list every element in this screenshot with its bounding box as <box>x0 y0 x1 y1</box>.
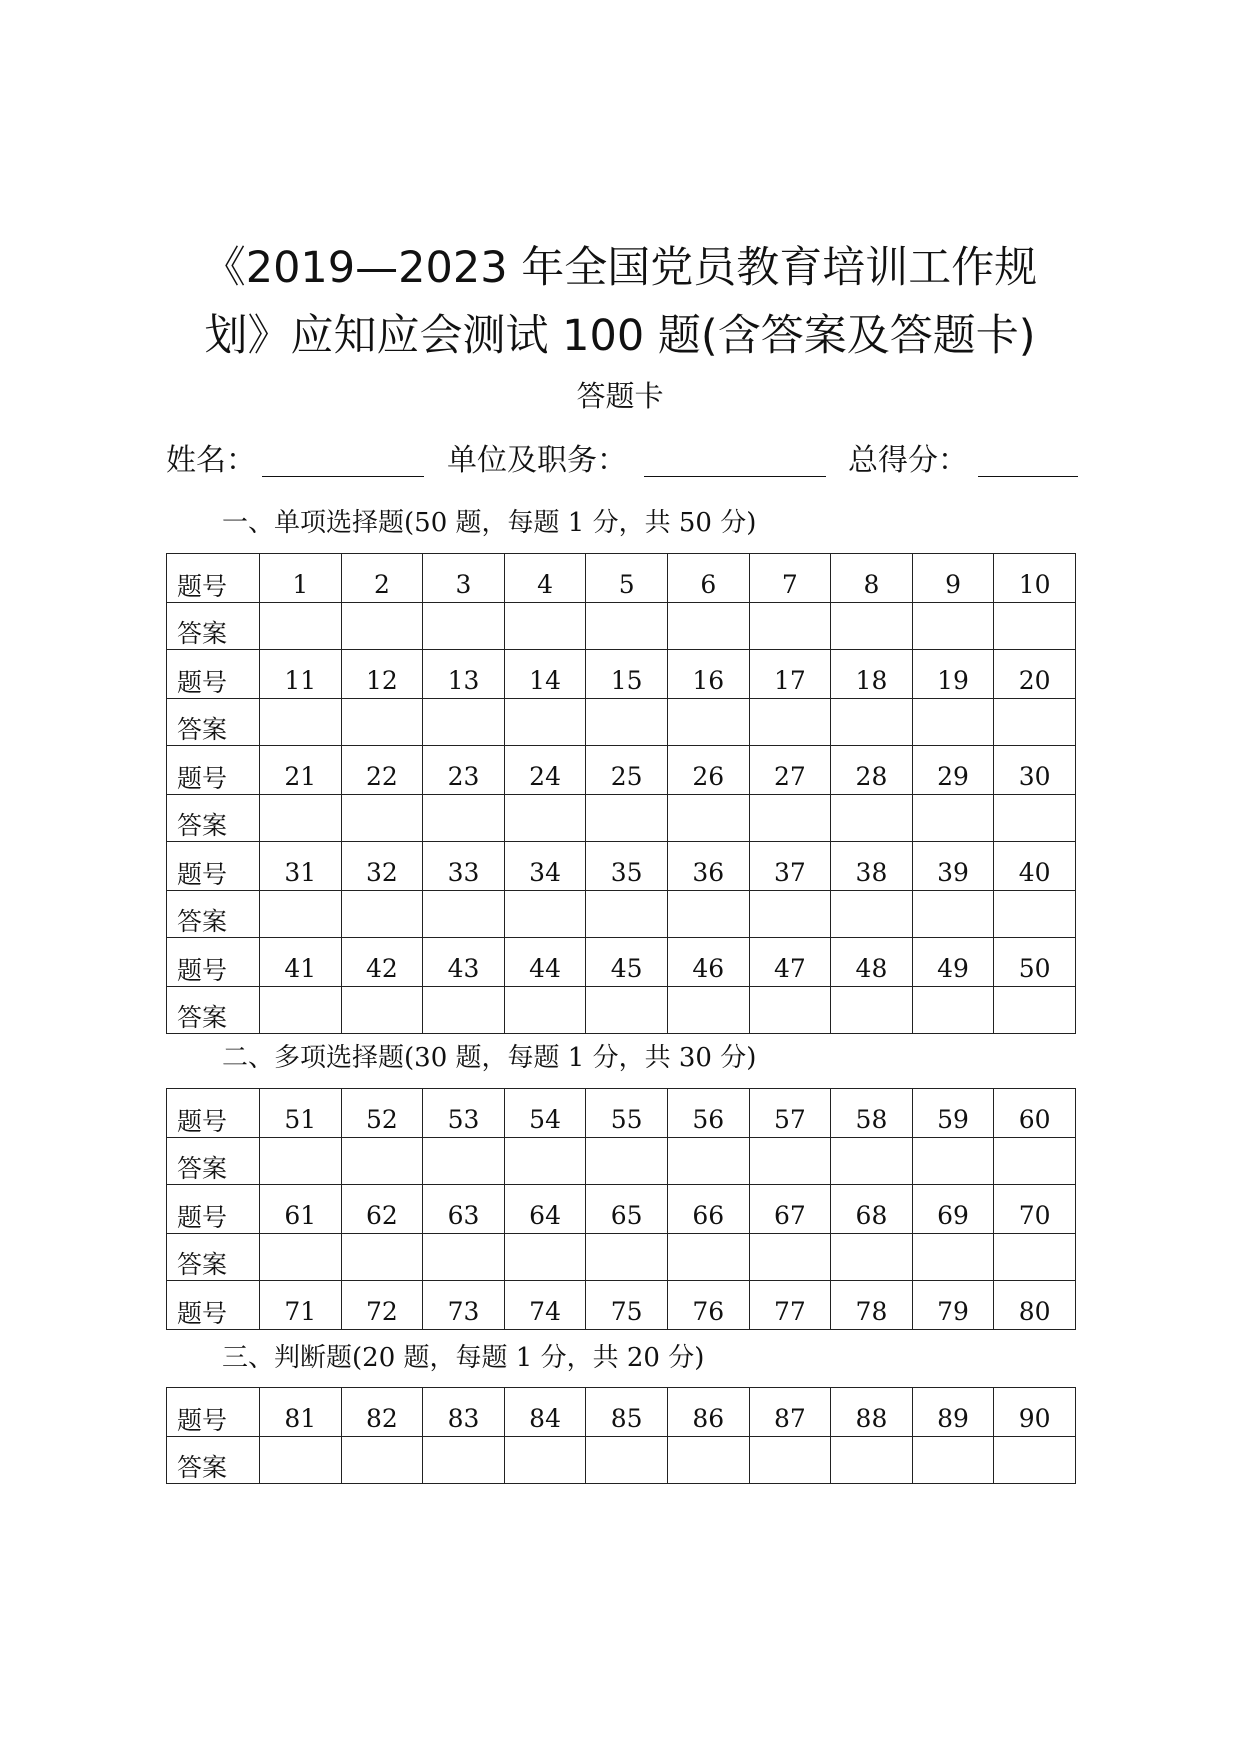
question-number-cell: 47 <box>749 938 831 987</box>
info-fields-row <box>166 440 1086 490</box>
question-number-cell: 57 <box>749 1089 831 1138</box>
question-number-row <box>167 1089 1076 1138</box>
question-number-cell: 55 <box>586 1089 668 1138</box>
question-number-cell: 39 <box>912 842 994 891</box>
answer-cell[interactable] <box>831 987 913 1034</box>
answer-row <box>167 795 1076 842</box>
answer-cell[interactable] <box>749 987 831 1034</box>
answer-cell[interactable] <box>341 891 423 938</box>
question-number-cell: 62 <box>341 1185 423 1234</box>
unit-blank-line[interactable] <box>644 476 826 477</box>
answer-cell[interactable] <box>912 1138 994 1185</box>
question-number-cell: 1 <box>260 554 342 603</box>
section-2-heading-detail: (30 题，每题 1 分，共 30 分) <box>404 1043 757 1073</box>
question-number-cell: 65 <box>586 1185 668 1234</box>
section-3-heading-detail: (20 题，每题 1 分，共 20 分) <box>352 1343 705 1373</box>
answer-cell[interactable] <box>586 795 668 842</box>
section-3-heading <box>222 1340 704 1376</box>
question-number-cell: 3 <box>423 554 505 603</box>
question-number-cell: 73 <box>423 1281 505 1330</box>
question-number-cell: 53 <box>423 1089 505 1138</box>
answer-cell[interactable] <box>260 987 342 1034</box>
question-number-cell: 45 <box>586 938 668 987</box>
answer-cell[interactable] <box>504 1138 586 1185</box>
question-number-cell: 32 <box>341 842 423 891</box>
answer-cell[interactable] <box>504 699 586 746</box>
answer-cell[interactable] <box>831 891 913 938</box>
question-number-cell: 38 <box>831 842 913 891</box>
answer-label: 答案 <box>167 1138 260 1185</box>
question-number-cell: 79 <box>912 1281 994 1330</box>
answer-cell[interactable] <box>667 1437 749 1484</box>
answer-cell[interactable] <box>912 699 994 746</box>
answer-cell[interactable] <box>912 795 994 842</box>
score-label: 总得分： <box>848 443 968 478</box>
name-blank-line[interactable] <box>262 476 424 477</box>
answer-cell[interactable] <box>504 795 586 842</box>
question-number-label: 题号 <box>167 1185 260 1234</box>
answer-row <box>167 1234 1076 1281</box>
answer-label: 答案 <box>167 603 260 650</box>
answer-cell[interactable] <box>423 795 505 842</box>
question-number-cell: 41 <box>260 938 342 987</box>
answer-cell[interactable] <box>994 1437 1076 1484</box>
question-number-cell: 40 <box>994 842 1076 891</box>
answer-cell[interactable] <box>260 603 342 650</box>
question-number-cell: 25 <box>586 746 668 795</box>
question-number-cell: 84 <box>504 1388 586 1437</box>
answer-label: 答案 <box>167 1234 260 1281</box>
question-number-cell: 10 <box>994 554 1076 603</box>
answer-cell[interactable] <box>586 1437 668 1484</box>
section-1-answer-grid <box>166 553 1076 1034</box>
question-number-cell: 44 <box>504 938 586 987</box>
score-blank-line[interactable] <box>978 476 1078 477</box>
answer-cell[interactable] <box>423 1138 505 1185</box>
question-number-cell: 13 <box>423 650 505 699</box>
question-number-cell: 46 <box>667 938 749 987</box>
answer-cell[interactable] <box>749 603 831 650</box>
answer-label: 答案 <box>167 795 260 842</box>
question-number-cell: 17 <box>749 650 831 699</box>
answer-cell[interactable] <box>586 603 668 650</box>
question-number-row <box>167 1185 1076 1234</box>
section-3-answer-grid <box>166 1387 1076 1484</box>
document-title-line-2: 划》应知应会测试 100 题(含答案及答题卡) <box>204 311 1036 361</box>
question-number-row <box>167 650 1076 699</box>
question-number-label: 题号 <box>167 842 260 891</box>
answer-cell[interactable] <box>831 795 913 842</box>
question-number-cell: 27 <box>749 746 831 795</box>
answer-cell[interactable] <box>341 699 423 746</box>
answer-cell[interactable] <box>260 795 342 842</box>
question-number-cell: 48 <box>831 938 913 987</box>
answer-cell[interactable] <box>994 1234 1076 1281</box>
answer-cell[interactable] <box>341 1138 423 1185</box>
answer-cell[interactable] <box>749 795 831 842</box>
answer-cell[interactable] <box>423 699 505 746</box>
section-3-heading-prefix: 三、判断题 <box>222 1343 353 1373</box>
question-number-cell: 19 <box>912 650 994 699</box>
answer-label: 答案 <box>167 891 260 938</box>
answer-cell[interactable] <box>341 987 423 1034</box>
answer-cell[interactable] <box>423 891 505 938</box>
question-number-cell: 59 <box>912 1089 994 1138</box>
answer-cell[interactable] <box>912 603 994 650</box>
question-number-cell: 72 <box>341 1281 423 1330</box>
answer-cell[interactable] <box>994 795 1076 842</box>
answer-row <box>167 1437 1076 1484</box>
question-number-cell: 68 <box>831 1185 913 1234</box>
answer-cell[interactable] <box>994 987 1076 1034</box>
answer-cell[interactable] <box>504 1234 586 1281</box>
question-number-cell: 66 <box>667 1185 749 1234</box>
question-number-cell: 26 <box>667 746 749 795</box>
question-number-cell: 85 <box>586 1388 668 1437</box>
answer-cell[interactable] <box>667 891 749 938</box>
answer-cell[interactable] <box>912 1437 994 1484</box>
question-number-cell: 6 <box>667 554 749 603</box>
question-number-cell: 78 <box>831 1281 913 1330</box>
answer-cell[interactable] <box>667 1138 749 1185</box>
question-number-cell: 22 <box>341 746 423 795</box>
name-label: 姓名： <box>166 443 256 478</box>
answer-cell[interactable] <box>586 1234 668 1281</box>
question-number-cell: 34 <box>504 842 586 891</box>
question-number-cell: 77 <box>749 1281 831 1330</box>
section-1-heading-detail: (50 题，每题 1 分，共 50 分) <box>404 508 757 538</box>
answer-cell[interactable] <box>667 699 749 746</box>
section-1-heading-prefix: 一、单项选择题 <box>222 508 405 538</box>
question-number-cell: 63 <box>423 1185 505 1234</box>
question-number-cell: 30 <box>994 746 1076 795</box>
answer-cell[interactable] <box>994 1138 1076 1185</box>
question-number-row <box>167 842 1076 891</box>
question-number-cell: 71 <box>260 1281 342 1330</box>
question-number-cell: 4 <box>504 554 586 603</box>
answer-cell[interactable] <box>260 699 342 746</box>
answer-cell[interactable] <box>912 1234 994 1281</box>
question-number-cell: 23 <box>423 746 505 795</box>
answer-label: 答案 <box>167 1437 260 1484</box>
answer-cell[interactable] <box>912 891 994 938</box>
question-number-cell: 56 <box>667 1089 749 1138</box>
answer-label: 答案 <box>167 987 260 1034</box>
question-number-cell: 89 <box>912 1388 994 1437</box>
question-number-cell: 24 <box>504 746 586 795</box>
question-number-cell: 80 <box>994 1281 1076 1330</box>
question-number-cell: 86 <box>667 1388 749 1437</box>
answer-cell[interactable] <box>423 1437 505 1484</box>
answer-cell[interactable] <box>749 1234 831 1281</box>
question-number-cell: 15 <box>586 650 668 699</box>
answer-cell[interactable] <box>831 699 913 746</box>
question-number-row <box>167 938 1076 987</box>
question-number-cell: 70 <box>994 1185 1076 1234</box>
question-number-cell: 16 <box>667 650 749 699</box>
question-number-cell: 33 <box>423 842 505 891</box>
answer-cell[interactable] <box>504 603 586 650</box>
answer-row <box>167 987 1076 1034</box>
question-number-cell: 52 <box>341 1089 423 1138</box>
answer-cell[interactable] <box>423 987 505 1034</box>
answer-row <box>167 699 1076 746</box>
answer-row <box>167 603 1076 650</box>
answer-cell[interactable] <box>994 891 1076 938</box>
question-number-cell: 74 <box>504 1281 586 1330</box>
answer-cell[interactable] <box>504 1437 586 1484</box>
question-number-cell: 67 <box>749 1185 831 1234</box>
section-2-heading <box>222 1040 756 1076</box>
answer-cell[interactable] <box>667 795 749 842</box>
answer-cell[interactable] <box>994 603 1076 650</box>
section-2-heading-prefix: 二、多项选择题 <box>222 1043 405 1073</box>
question-number-cell: 18 <box>831 650 913 699</box>
answer-cell[interactable] <box>260 1234 342 1281</box>
answer-cell[interactable] <box>341 1437 423 1484</box>
answer-cell[interactable] <box>504 891 586 938</box>
answer-label: 答案 <box>167 699 260 746</box>
question-number-cell: 31 <box>260 842 342 891</box>
question-number-cell: 11 <box>260 650 342 699</box>
question-number-cell: 81 <box>260 1388 342 1437</box>
question-number-cell: 14 <box>504 650 586 699</box>
answer-cell[interactable] <box>341 603 423 650</box>
question-number-cell: 69 <box>912 1185 994 1234</box>
question-number-cell: 21 <box>260 746 342 795</box>
answer-cell[interactable] <box>667 987 749 1034</box>
answer-cell[interactable] <box>749 699 831 746</box>
answer-cell[interactable] <box>586 987 668 1034</box>
answer-cell[interactable] <box>912 987 994 1034</box>
question-number-label: 题号 <box>167 938 260 987</box>
answer-cell[interactable] <box>586 1138 668 1185</box>
question-number-row <box>167 554 1076 603</box>
question-number-label: 题号 <box>167 650 260 699</box>
question-number-cell: 60 <box>994 1089 1076 1138</box>
answer-cell[interactable] <box>831 603 913 650</box>
unit-label: 单位及职务： <box>447 443 627 478</box>
question-number-cell: 9 <box>912 554 994 603</box>
question-number-cell: 88 <box>831 1388 913 1437</box>
document-title-line-1: 《2019—2023 年全国党员教育培训工作规 <box>202 243 1038 293</box>
answer-cell[interactable] <box>831 1437 913 1484</box>
question-number-cell: 75 <box>586 1281 668 1330</box>
question-number-cell: 5 <box>586 554 668 603</box>
answer-cell[interactable] <box>831 1138 913 1185</box>
question-number-label: 题号 <box>167 1388 260 1437</box>
question-number-row <box>167 746 1076 795</box>
question-number-cell: 64 <box>504 1185 586 1234</box>
question-number-cell: 43 <box>423 938 505 987</box>
question-number-cell: 36 <box>667 842 749 891</box>
answer-cell[interactable] <box>667 1234 749 1281</box>
answer-cell[interactable] <box>749 1138 831 1185</box>
question-number-cell: 2 <box>341 554 423 603</box>
answer-cell[interactable] <box>586 891 668 938</box>
question-number-row <box>167 1281 1076 1330</box>
question-number-label: 题号 <box>167 1281 260 1330</box>
question-number-cell: 42 <box>341 938 423 987</box>
question-number-label: 题号 <box>167 746 260 795</box>
answer-cell[interactable] <box>504 987 586 1034</box>
question-number-cell: 35 <box>586 842 668 891</box>
question-number-cell: 37 <box>749 842 831 891</box>
answer-cell[interactable] <box>831 1234 913 1281</box>
answer-cell[interactable] <box>749 891 831 938</box>
question-number-cell: 49 <box>912 938 994 987</box>
question-number-label: 题号 <box>167 554 260 603</box>
answer-cell[interactable] <box>667 603 749 650</box>
question-number-cell: 58 <box>831 1089 913 1138</box>
question-number-cell: 76 <box>667 1281 749 1330</box>
answer-cell[interactable] <box>260 1138 342 1185</box>
answer-cell[interactable] <box>586 699 668 746</box>
question-number-cell: 87 <box>749 1388 831 1437</box>
question-number-cell: 50 <box>994 938 1076 987</box>
document-subtitle: 答题卡 <box>576 379 664 413</box>
answer-cell[interactable] <box>423 603 505 650</box>
question-number-cell: 51 <box>260 1089 342 1138</box>
question-number-cell: 61 <box>260 1185 342 1234</box>
answer-cell[interactable] <box>994 699 1076 746</box>
question-number-row <box>167 1388 1076 1437</box>
answer-cell[interactable] <box>749 1437 831 1484</box>
question-number-cell: 28 <box>831 746 913 795</box>
question-number-cell: 54 <box>504 1089 586 1138</box>
answer-cell[interactable] <box>423 1234 505 1281</box>
question-number-cell: 82 <box>341 1388 423 1437</box>
answer-cell[interactable] <box>260 1437 342 1484</box>
answer-cell[interactable] <box>260 891 342 938</box>
question-number-cell: 29 <box>912 746 994 795</box>
answer-cell[interactable] <box>341 1234 423 1281</box>
question-number-cell: 12 <box>341 650 423 699</box>
answer-row <box>167 891 1076 938</box>
section-1-heading <box>222 505 756 541</box>
question-number-cell: 20 <box>994 650 1076 699</box>
answer-cell[interactable] <box>341 795 423 842</box>
question-number-label: 题号 <box>167 1089 260 1138</box>
question-number-cell: 7 <box>749 554 831 603</box>
section-2-answer-grid <box>166 1088 1076 1330</box>
question-number-cell: 8 <box>831 554 913 603</box>
question-number-cell: 83 <box>423 1388 505 1437</box>
answer-row <box>167 1138 1076 1185</box>
question-number-cell: 90 <box>994 1388 1076 1437</box>
